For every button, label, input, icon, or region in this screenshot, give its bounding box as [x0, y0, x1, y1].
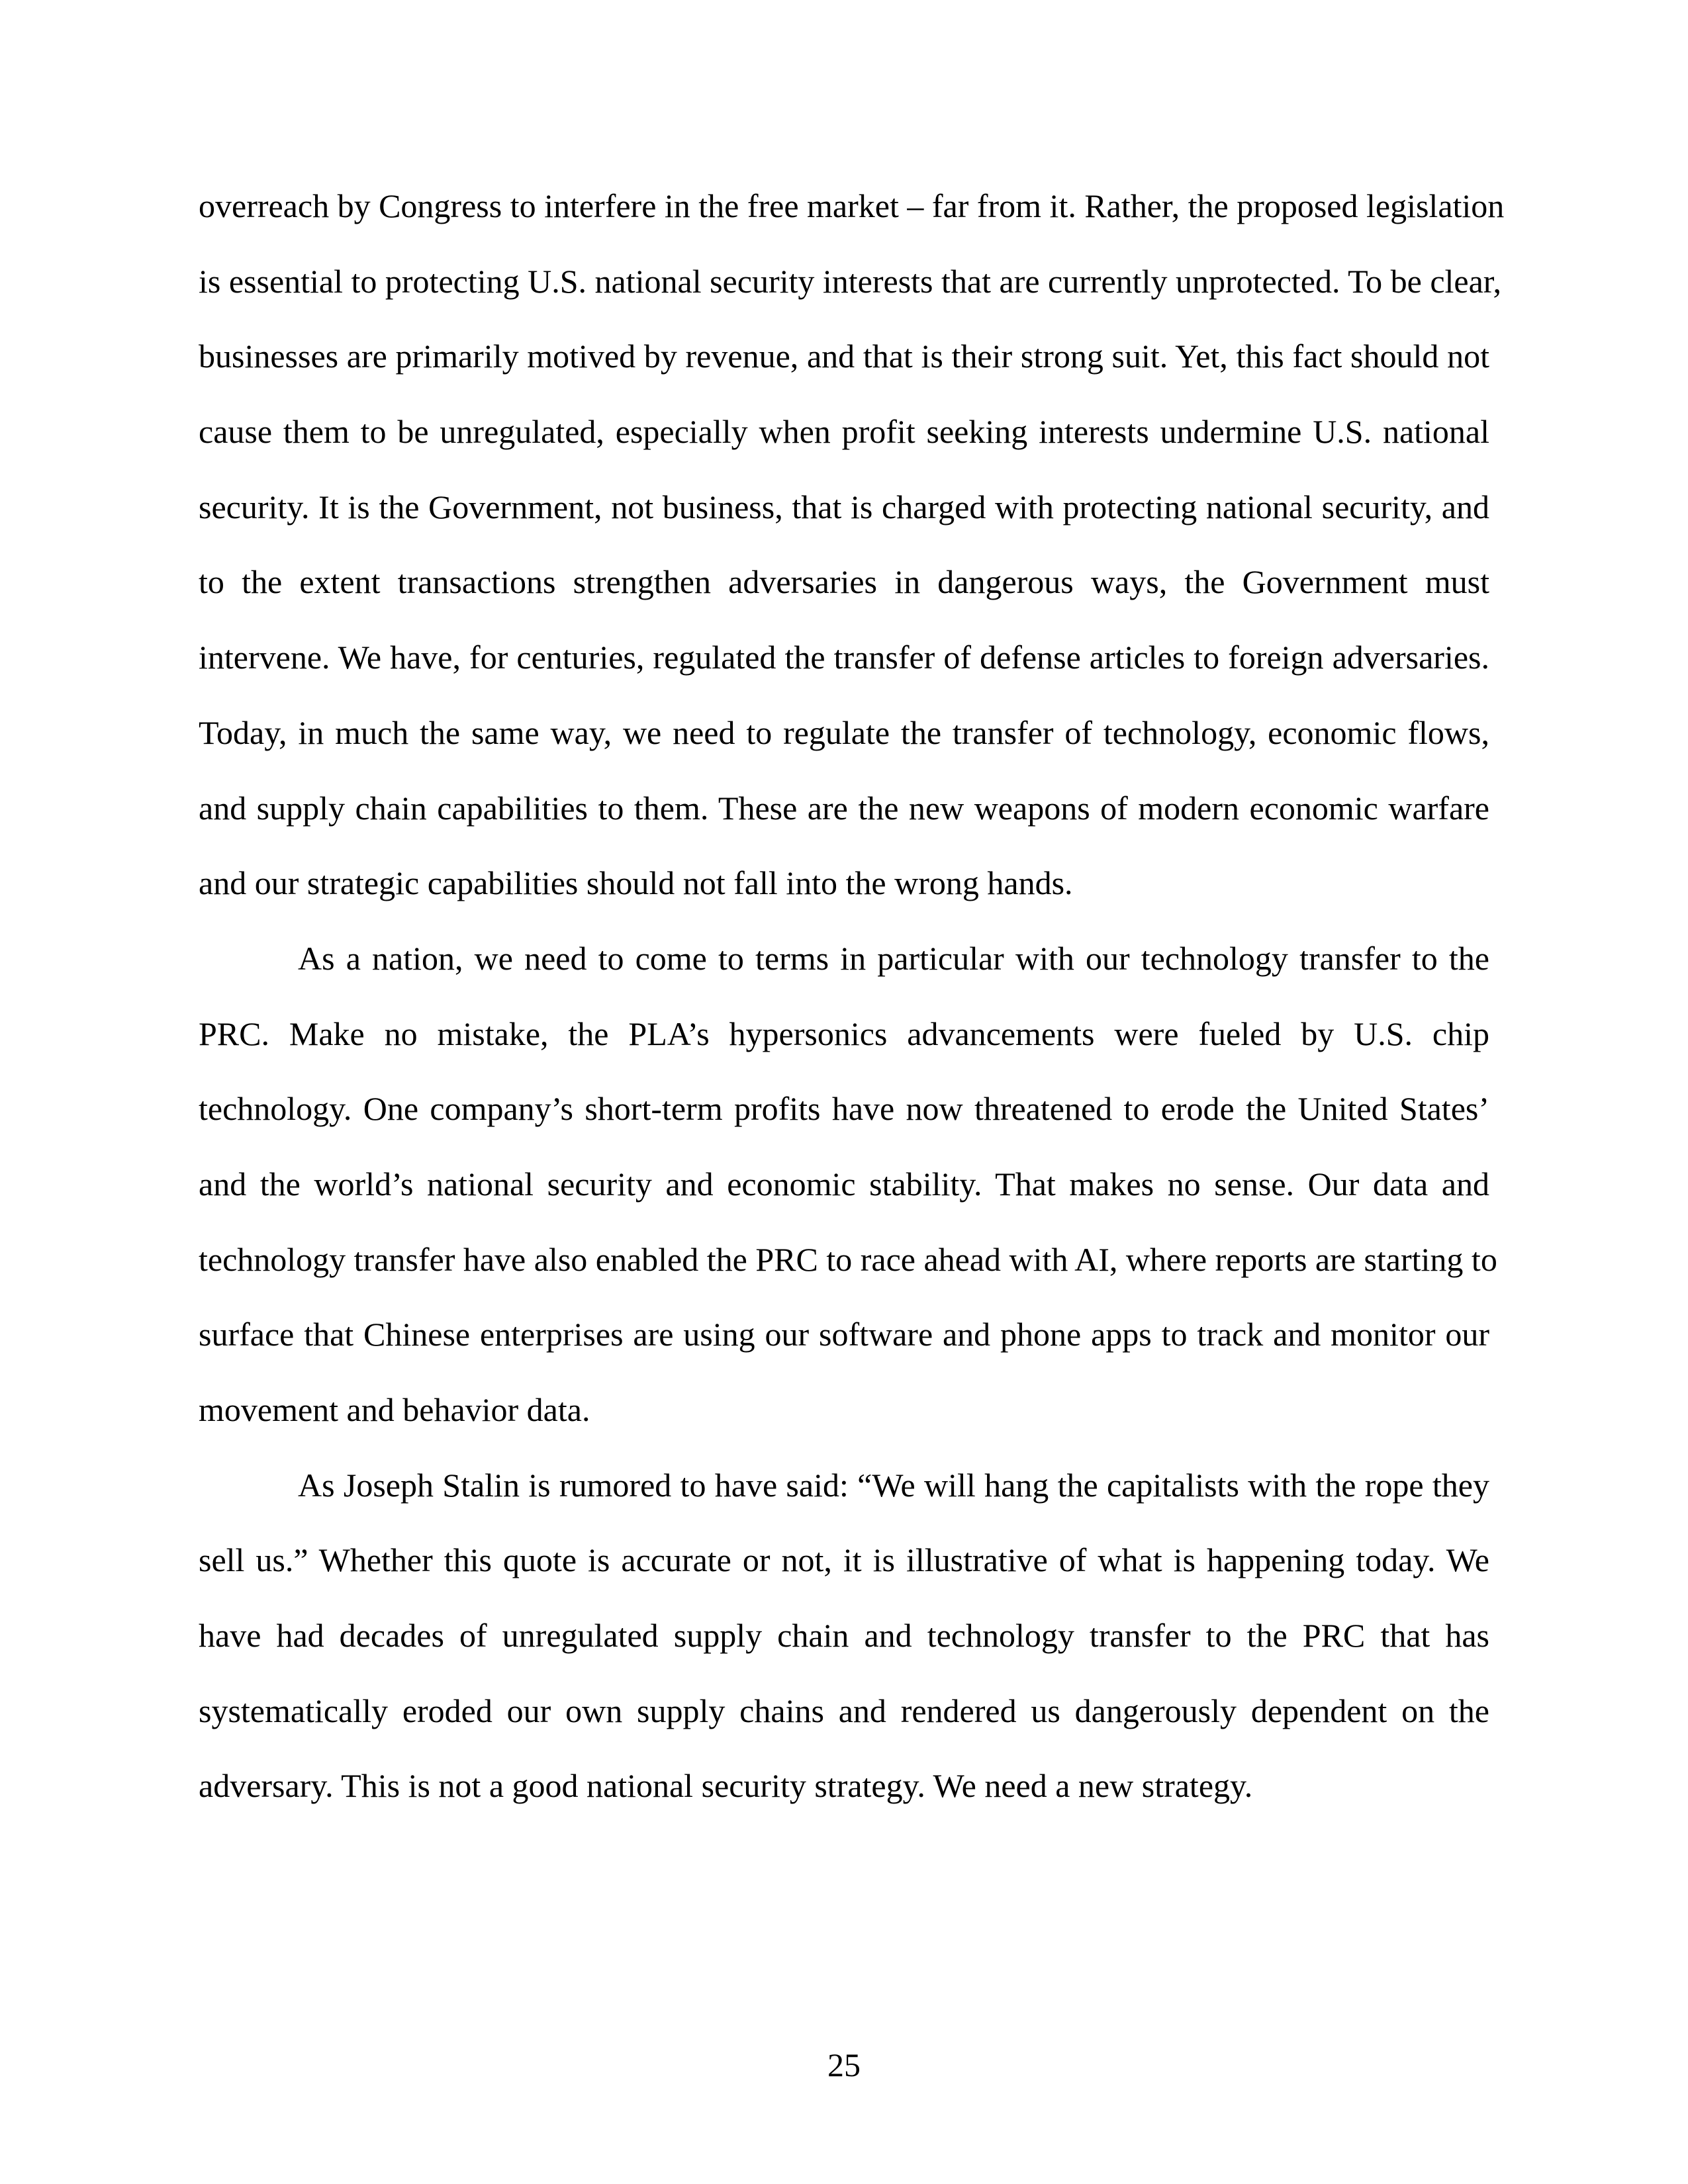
text-line: and supply chain capabilities to them. These are the new weapons of modern economic warfare	[199, 789, 1489, 827]
text-line: to the extent transactions strengthen adversaries in dangerous ways, the Government must	[199, 563, 1489, 601]
text-line: As a nation, we need to come to terms in particular with our technology transfer to the	[298, 939, 1489, 977]
text-line: intervene. We have, for centuries, regulated the transfer of defense articles to foreign adversaries.	[199, 639, 1489, 676]
text-line: have had decades of unregulated supply chain and technology transfer to the PRC that has	[199, 1617, 1489, 1655]
text-line: sell us.” Whether this quote is accurate or not, it is illustrative of what is happening today. We	[199, 1541, 1489, 1579]
text-line: overreach by Congress to interfere in the free market – far from it. Rather, the proposed legislation	[199, 187, 1505, 224]
text-line: As Joseph Stalin is rumored to have said: “We will hang the capitalists with the rope they	[298, 1466, 1489, 1504]
text-line: businesses are primarily motived by revenue, and that is their strong suit. Yet, this fact should not	[199, 338, 1489, 375]
text-line: and the world’s national security and economic stability. That makes no sense. Our data and	[199, 1165, 1489, 1203]
paragraph-2	[199, 921, 1497, 1448]
text-line: technology transfer have also enabled the PRC to race ahead with AI, where reports are starting to	[199, 1240, 1497, 1278]
text-line: is essential to protecting U.S. national security interests that are currently unprotected. To be clear,	[199, 262, 1501, 300]
text-line: and our strategic capabilities should not fall into the wrong hands.	[199, 864, 1073, 902]
text-line: cause them to be unregulated, especially when profit seeking interests undermine U.S. national	[199, 413, 1489, 451]
text-line: PRC. Make no mistake, the PLA’s hypersonics advancements were fueled by U.S. chip	[199, 1015, 1489, 1052]
page-number: 25	[827, 2046, 861, 2083]
text-line: adversary. This is not a good national security strategy. We need a new strategy.	[199, 1767, 1253, 1805]
text-line: movement and behavior data.	[199, 1391, 590, 1428]
text-line: systematically eroded our own supply chains and rendered us dangerously dependent on the	[199, 1692, 1489, 1729]
paragraph-1	[199, 169, 1505, 921]
text-line: Today, in much the same way, we need to regulate the transfer of technology, economic flows,	[199, 713, 1489, 751]
paragraph-3	[199, 1448, 1489, 1824]
body-text	[199, 169, 1505, 1824]
text-line: technology. One company’s short-term profits have now threatened to erode the United States’	[199, 1090, 1489, 1128]
text-line: surface that Chinese enterprises are using our software and phone apps to track and monitor our	[199, 1316, 1489, 1353]
text-line: security. It is the Government, not business, that is charged with protecting national security, and	[199, 488, 1489, 525]
